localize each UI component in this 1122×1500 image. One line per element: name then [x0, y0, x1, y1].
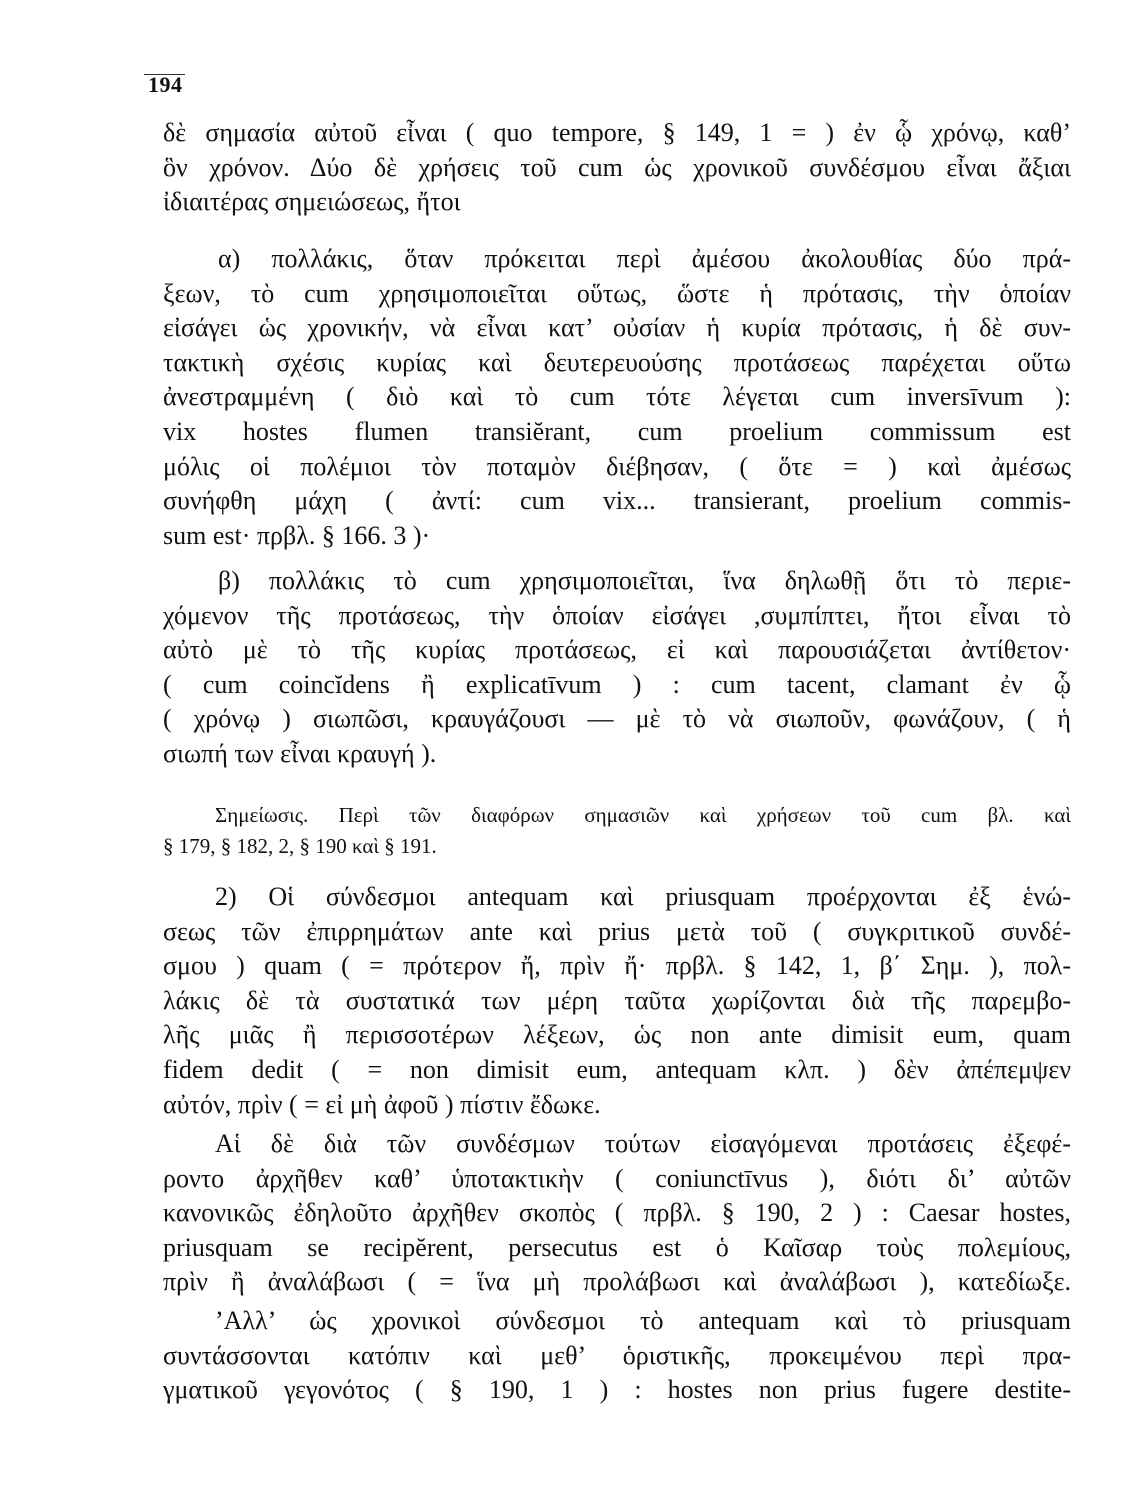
text-line: σμου ) quam ( = πρότερον ἤ, πρὶν ἤ· πρβλ. § 142, 1, β΄ Σημ. ), πολ-: [163, 951, 1071, 981]
text-line: ’Αλλ’ ὡς χρονικοὶ σύνδεσμοι τὸ antequam καὶ τὸ priusquam: [215, 1306, 1071, 1335]
paragraph-4: [163, 1304, 1071, 1408]
text-line: fidem dedit ( = non dimisit eum, antequam κλπ. ) δὲν ἀπέπεμψεν: [163, 1054, 1071, 1084]
text-line: γματικοῦ γεγονότος ( § 190, 1 ) : hostes non prius fugere destite-: [163, 1375, 1071, 1405]
text-line: ( χρόνῳ ) σιωπῶσι, κραυγάζουσι — μὲ τὸ νὰ σιωποῦν, φωνάζουν, ( ἡ: [163, 704, 1071, 734]
text-line: αὐτόν, πρὶν ( = εἰ μὴ ἀφοῦ ) πίστιν ἔδωκε.: [163, 1089, 601, 1119]
text-line: 2) Οἱ σύνδεσμοι antequam καὶ priusquam προέρχονται ἐξ ἑνώ-: [215, 882, 1071, 911]
text-line: ὃν χρόνον. Δύο δὲ χρήσεις τοῦ cum ὡς χρονικοῦ συνδέσμου εἶναι ἄξιαι: [163, 152, 1071, 182]
text-line: κανονικῶς ἐδηλοῦτο ἀρχῆθεν σκοπὸς ( πρβλ. § 190, 2 ) : Caesar hostes,: [163, 1198, 1071, 1228]
text-line: συντάσσονται κατόπιν καὶ μεθ’ ὁριστικῆς, προκειμένου περὶ πρα-: [163, 1340, 1071, 1370]
text-line: συνήφθη μάχη ( ἀντί: cum vix... transierant, proelium commis-: [163, 486, 1071, 516]
text-line: ροντο ἀρχῆθεν καθ’ ὑποτακτικὴν ( coniunctīvus ), διότι δι’ αὐτῶν: [163, 1163, 1071, 1193]
text-line: τακτικὴ σχέσις κυρίας καὶ δευτερευούσης προτάσεως παρέχεται οὕτω: [163, 347, 1071, 377]
text-line: ἀνεστραμμένη ( διὸ καὶ τὸ cum τότε λέγεται cum inversīvum ):: [163, 382, 1071, 412]
text-line: vix hostes flumen transiĕrant, cum proelium commissum est: [163, 416, 1071, 446]
text-line: β) πολλάκις τὸ cum χρησιμοποιεῖται, ἵνα δηλωθῇ ὅτι τὸ περιε-: [218, 566, 1071, 595]
text-line: σεως τῶν ἐπιρρημάτων ante καὶ prius μετὰ τοῦ ( συγκριτικοῦ συνδέ-: [163, 916, 1071, 946]
text-line: σιωπή των εἶναι κραυγή ).: [163, 738, 437, 768]
text-line: χόμενον τῆς προτάσεως, τὴν ὁποίαν εἰσάγει ,συμπίπτει, ἤτοι εἶναι τὸ: [163, 600, 1071, 630]
note-line: Σημείωσις. Περὶ τῶν διαφόρων σημασιῶν καὶ χρήσεων τοῦ cum βλ. καὶ: [215, 803, 1071, 827]
text-line: πρὶν ἢ ἀναλάβωσι ( = ἵνα μὴ προλάβωσι καὶ ἀναλάβωσι ), κατεδίωξε.: [163, 1267, 1071, 1297]
page-number: 194: [148, 72, 183, 97]
text-line: λάκις δὲ τὰ συστατικά των μέρη ταῦτα χωρίζονται διὰ τῆς παρεμβο-: [163, 985, 1071, 1015]
paragraph-alpha: [163, 242, 1071, 553]
text-line: ( cum coincĭdens ἢ explicatīvum ) : cum tacent, clamant ἐν ᾧ: [163, 669, 1071, 699]
paragraph-1: [163, 116, 1071, 220]
text-line: α) πολλάκις, ὅταν πρόκειται περὶ ἀμέσου ἀκολουθίας δύο πρά-: [218, 244, 1071, 273]
paragraph-beta: [163, 564, 1071, 772]
text-line: ξεων, τὸ cum χρησιμοποιεῖται οὕτως, ὥστε ἡ πρότασις, τὴν ὁποίαν: [163, 278, 1071, 308]
text-line: sum est· πρβλ. § 166. 3 )·: [163, 520, 431, 550]
paragraph-2: [163, 880, 1071, 1122]
text-line: priusquam se recipĕrent, persecutus est ὁ Καῖσαρ τοὺς πολεμίους,: [163, 1232, 1071, 1262]
text-line: ἰδιαιτέρας σημειώσεως, ἤτοι: [163, 187, 461, 217]
text-line: δὲ σημασία αὐτοῦ εἶναι ( quo tempore, § 149, 1 = ) ἐν ᾧ χρόνῳ, καθ’: [163, 118, 1071, 147]
text-line: λῆς μιᾶς ἢ περισσοτέρων λέξεων, ὡς non ante dimisit eum, quam: [163, 1020, 1071, 1050]
text-line: Αἱ δὲ διὰ τῶν συνδέσμων τούτων εἰσαγόμεναι προτάσεις ἐξεφέ-: [215, 1129, 1071, 1158]
paragraph-3: [163, 1127, 1071, 1300]
text-line: αὐτὸ μὲ τὸ τῆς κυρίας προτάσεως, εἰ καὶ παρουσιάζεται ἀντίθετον·: [163, 635, 1071, 665]
note-line: § 179, § 182, 2, § 190 καὶ § 191.: [163, 834, 437, 858]
text-line: μόλις οἱ πολέμιοι τὸν ποταμὸν διέβησαν, ( ὅτε = ) καὶ ἀμέσως: [163, 451, 1071, 481]
text-line: εἰσάγει ὡς χρονικήν, νὰ εἶναι κατ’ οὐσίαν ἡ κυρία πρότασις, ἡ δὲ συν-: [163, 313, 1071, 343]
note: [163, 800, 1071, 862]
